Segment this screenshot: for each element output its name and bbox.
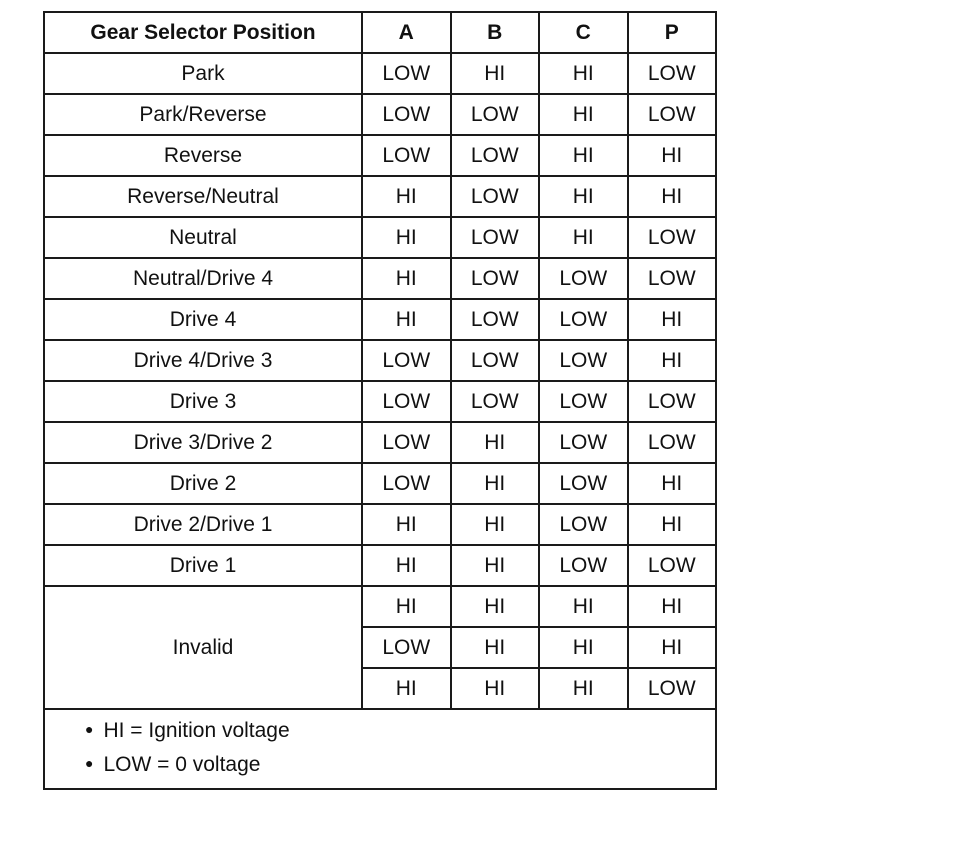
gear-position-cell: Park — [44, 53, 362, 94]
value-cell-c: LOW — [539, 545, 628, 586]
value-cell-b: HI — [451, 668, 540, 709]
legend-item-hi — [85, 714, 715, 748]
gear-position-cell: Drive 1 — [44, 545, 362, 586]
value-cell-a: HI — [362, 504, 451, 545]
value-cell-p: LOW — [628, 217, 717, 258]
table-row — [44, 340, 716, 381]
value-cell-p: HI — [628, 340, 717, 381]
value-cell-a: HI — [362, 586, 451, 627]
value-cell-a: LOW — [362, 381, 451, 422]
value-cell-c: HI — [539, 217, 628, 258]
gear-position-cell: Drive 2/Drive 1 — [44, 504, 362, 545]
value-cell-p: HI — [628, 135, 717, 176]
legend-row — [44, 709, 716, 789]
value-cell-p: HI — [628, 463, 717, 504]
value-cell-b: LOW — [451, 94, 540, 135]
gear-position-cell: Drive 4 — [44, 299, 362, 340]
value-cell-c: HI — [539, 94, 628, 135]
value-cell-a: LOW — [362, 135, 451, 176]
legend — [44, 709, 716, 789]
value-cell-c: LOW — [539, 258, 628, 299]
legend-hi-text: HI = Ignition voltage — [103, 719, 290, 742]
table-row — [44, 217, 716, 258]
bullet-icon: ● — [85, 721, 94, 737]
value-cell-p: HI — [628, 586, 717, 627]
value-cell-c: LOW — [539, 340, 628, 381]
value-cell-c: HI — [539, 53, 628, 94]
value-cell-a: LOW — [362, 463, 451, 504]
gear-position-cell: Neutral — [44, 217, 362, 258]
gear-selector-table — [43, 11, 717, 790]
value-cell-a: LOW — [362, 627, 451, 668]
table-row — [44, 504, 716, 545]
header-p: P — [628, 12, 717, 53]
gear-position-cell: Drive 4/Drive 3 — [44, 340, 362, 381]
value-cell-p: LOW — [628, 94, 717, 135]
value-cell-p: LOW — [628, 668, 717, 709]
value-cell-a: LOW — [362, 340, 451, 381]
table-row — [44, 463, 716, 504]
table-row — [44, 176, 716, 217]
gear-position-cell: Drive 2 — [44, 463, 362, 504]
value-cell-a: LOW — [362, 53, 451, 94]
value-cell-b: LOW — [451, 176, 540, 217]
value-cell-b: LOW — [451, 299, 540, 340]
value-cell-p: HI — [628, 299, 717, 340]
value-cell-p: LOW — [628, 258, 717, 299]
table-row — [44, 53, 716, 94]
value-cell-b: HI — [451, 463, 540, 504]
legend-item-low — [85, 748, 715, 782]
value-cell-p: LOW — [628, 53, 717, 94]
value-cell-a: LOW — [362, 422, 451, 463]
value-cell-b: HI — [451, 422, 540, 463]
header-gear-selector-position: Gear Selector Position — [44, 12, 362, 53]
value-cell-c: LOW — [539, 381, 628, 422]
table-row — [44, 381, 716, 422]
value-cell-b: LOW — [451, 340, 540, 381]
value-cell-p: LOW — [628, 545, 717, 586]
value-cell-a: HI — [362, 545, 451, 586]
gear-selector-table-container — [43, 11, 715, 790]
value-cell-b: LOW — [451, 217, 540, 258]
value-cell-c: HI — [539, 668, 628, 709]
value-cell-c: HI — [539, 135, 628, 176]
gear-position-cell: Park/Reverse — [44, 94, 362, 135]
invalid-position-cell: Invalid — [44, 586, 362, 709]
header-b: B — [451, 12, 540, 53]
value-cell-a: LOW — [362, 94, 451, 135]
value-cell-c: HI — [539, 586, 628, 627]
gear-position-cell: Reverse/Neutral — [44, 176, 362, 217]
value-cell-c: HI — [539, 627, 628, 668]
value-cell-p: HI — [628, 627, 717, 668]
value-cell-a: HI — [362, 299, 451, 340]
table-row — [44, 422, 716, 463]
value-cell-b: LOW — [451, 258, 540, 299]
value-cell-p: LOW — [628, 422, 717, 463]
value-cell-c: LOW — [539, 504, 628, 545]
header-c: C — [539, 12, 628, 53]
gear-position-cell: Reverse — [44, 135, 362, 176]
value-cell-b: HI — [451, 586, 540, 627]
table-row — [44, 299, 716, 340]
value-cell-b: HI — [451, 53, 540, 94]
value-cell-a: HI — [362, 176, 451, 217]
value-cell-b: LOW — [451, 381, 540, 422]
value-cell-b: HI — [451, 504, 540, 545]
value-cell-a: HI — [362, 668, 451, 709]
table-row — [44, 135, 716, 176]
table-row — [44, 545, 716, 586]
value-cell-c: HI — [539, 176, 628, 217]
value-cell-b: HI — [451, 627, 540, 668]
table-row — [44, 258, 716, 299]
legend-low-text: LOW = 0 voltage — [103, 753, 261, 776]
value-cell-c: LOW — [539, 299, 628, 340]
value-cell-c: LOW — [539, 422, 628, 463]
table-row-invalid — [44, 586, 716, 627]
gear-position-cell: Drive 3 — [44, 381, 362, 422]
value-cell-b: LOW — [451, 135, 540, 176]
value-cell-b: HI — [451, 545, 540, 586]
value-cell-a: HI — [362, 217, 451, 258]
value-cell-a: HI — [362, 258, 451, 299]
value-cell-p: HI — [628, 176, 717, 217]
bullet-icon: ● — [85, 755, 94, 771]
gear-position-cell: Neutral/Drive 4 — [44, 258, 362, 299]
value-cell-c: LOW — [539, 463, 628, 504]
value-cell-p: HI — [628, 504, 717, 545]
table-body — [44, 53, 716, 709]
header-a: A — [362, 12, 451, 53]
value-cell-p: LOW — [628, 381, 717, 422]
header-row — [44, 12, 716, 53]
table-row — [44, 94, 716, 135]
gear-position-cell: Drive 3/Drive 2 — [44, 422, 362, 463]
